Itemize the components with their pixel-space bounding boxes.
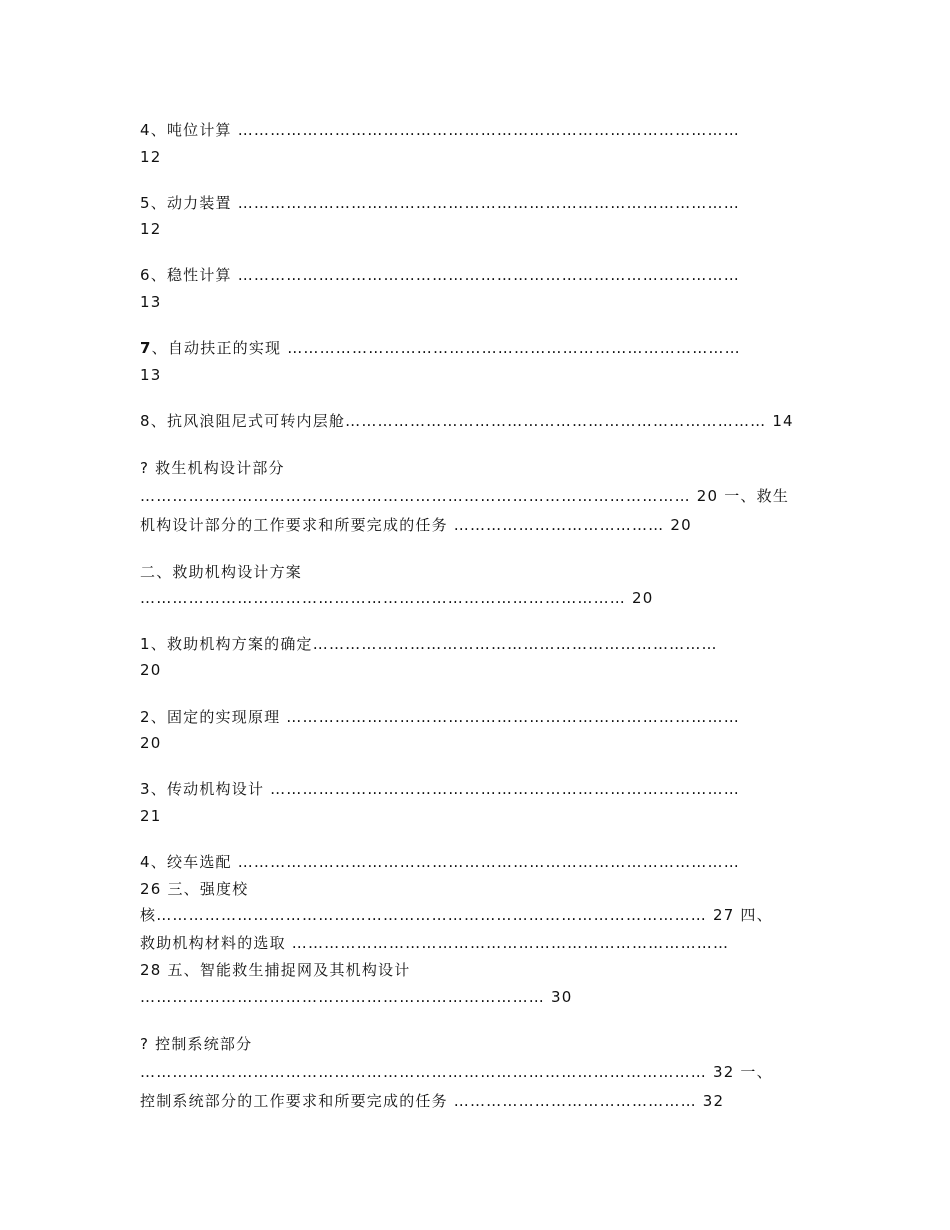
toc-entry-number: 7: [140, 339, 152, 357]
toc-entry-line[interactable]: 26 三、强度校: [140, 880, 249, 898]
toc-page-number: 20: [140, 661, 162, 679]
toc-page-number: 20: [140, 734, 162, 752]
toc-page-number: 12: [140, 148, 162, 166]
toc-entry-power[interactable]: 5、动力装置 …………………………………………………………………………………: [140, 194, 740, 212]
toc-section-rescue-plan[interactable]: 二、救助机构设计方案: [140, 563, 303, 581]
toc-entry-stability[interactable]: 6、稳性计算 …………………………………………………………………………………: [140, 266, 740, 284]
toc-entry-transmission[interactable]: 3、传动机构设计 ……………………………………………………………………………: [140, 780, 740, 798]
toc-entry-line[interactable]: ……………………………………………………………………………… 20: [140, 589, 654, 607]
toc-entry-tonnage[interactable]: 4、吨位计算 …………………………………………………………………………………: [140, 121, 740, 139]
toc-entry-fixing-principle[interactable]: 2、固定的实现原理 …………………………………………………………………………: [140, 708, 740, 726]
toc-section-rescue[interactable]: ? 救生机构设计部分: [140, 459, 285, 477]
toc-entry-line[interactable]: 救助机构材料的选取 ………………………………………………………………………: [140, 934, 730, 952]
toc-entry-winch[interactable]: 4、绞车选配 …………………………………………………………………………………: [140, 853, 740, 871]
toc-entry-line[interactable]: 机构设计部分的工作要求和所要完成的任务 ………………………………… 20: [140, 516, 692, 534]
toc-entry-line[interactable]: 28 五、智能救生捕捉网及其机构设计: [140, 961, 411, 979]
toc-entry-plan-decision[interactable]: 1、救助机构方案的确定…………………………………………………………………: [140, 635, 718, 653]
toc-entry-self-righting[interactable]: [140, 338, 741, 358]
toc-page-number: 13: [140, 293, 162, 311]
toc-page-number: 13: [140, 366, 162, 384]
toc-entry-line[interactable]: 控制系统部分的工作要求和所要完成的任务 ……………………………………… 32: [140, 1092, 725, 1110]
toc-entry-line[interactable]: 核………………………………………………………………………………………… 27 四、: [140, 906, 773, 924]
toc-section-control[interactable]: ? 控制系统部分: [140, 1035, 253, 1053]
toc-entry-text: 、自动扶正的实现 …………………………………………………………………………: [151, 339, 741, 357]
toc-page-number: 12: [140, 220, 162, 238]
toc-entry-line[interactable]: …………………………………………………………………………………………… 32 一、: [140, 1063, 773, 1081]
toc-page-number: 21: [140, 807, 162, 825]
toc-entry-line[interactable]: ………………………………………………………………… 30: [140, 988, 573, 1006]
toc-entry-inner-cabin[interactable]: 8、抗风浪阻尼式可转内层舱…………………………………………………………………… 14: [140, 412, 794, 430]
toc-entry-line[interactable]: ………………………………………………………………………………………… 20 一、救生: [140, 487, 790, 505]
